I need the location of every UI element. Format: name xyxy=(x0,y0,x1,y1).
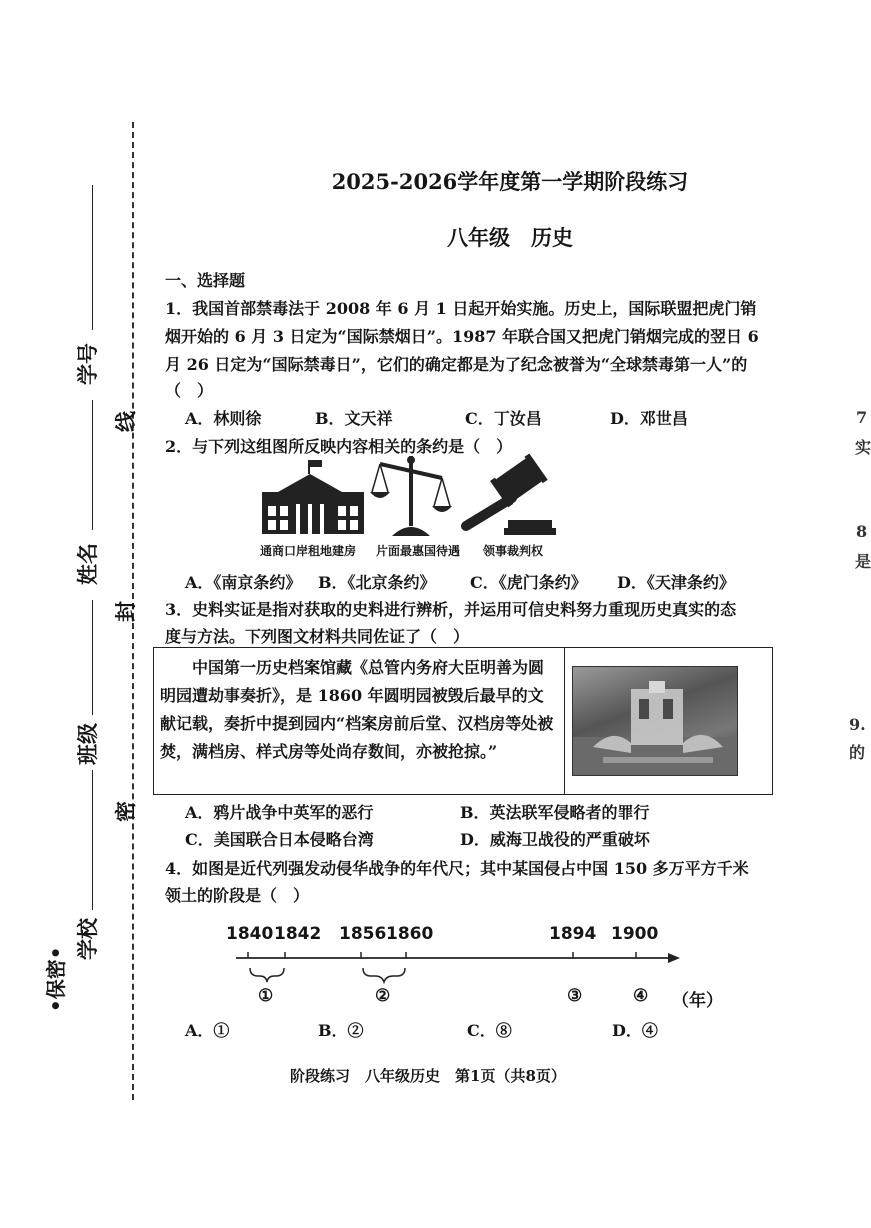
name-label: 姓名 xyxy=(75,543,100,585)
q2-option-a: A．《南京条约》 xyxy=(185,573,302,592)
q3-box-divider xyxy=(564,648,565,794)
page-subtitle: 八年级 历史 xyxy=(447,225,573,250)
timeline-year-1900: 1900 xyxy=(611,924,659,944)
timeline-unit: （年） xyxy=(672,991,723,1011)
q1-option-a: A．林则徐 xyxy=(185,409,262,428)
class-label: 班级 xyxy=(75,723,100,765)
page-title: 2025-2026学年度第一学期阶段练习 xyxy=(331,169,689,194)
seal-mi-label: 密 xyxy=(113,801,138,822)
edge-fragment-5: 9. xyxy=(849,715,866,734)
q1-option-d: D．邓世昌 xyxy=(610,409,688,428)
timeline-mark-4: ④ xyxy=(633,986,649,1006)
q3-line-2: 度与方法。下列图文材料共同佐证了（ ） xyxy=(165,627,470,646)
gavel-label: 领事裁判权 xyxy=(483,544,544,558)
school-label: 学校 xyxy=(75,918,100,960)
q3-option-d: D．威海卫战役的严重破坏 xyxy=(460,830,650,849)
timeline-year-1856: 1856 xyxy=(339,924,387,944)
student-id-blank xyxy=(92,185,93,330)
q3-option-c: C．美国联合日本侵略台湾 xyxy=(185,830,374,849)
q4-option-b: B．② xyxy=(318,1021,364,1040)
scales-label: 片面最惠国待遇 xyxy=(376,544,461,558)
q4-line-1: 4．如图是近代列强发动侵华战争的年代尺；其中某国侵占中国 150 多万平方千米 xyxy=(165,859,749,878)
timeline-year-1840: 1840 xyxy=(226,924,274,944)
q2-option-c: C．《虎门条约》 xyxy=(470,573,587,592)
q2-option-d: D．《天津条约》 xyxy=(617,573,735,592)
section-heading: 一、选择题 xyxy=(165,271,246,290)
seal-feng-label: 封 xyxy=(113,601,138,622)
q3-material-box xyxy=(153,647,773,795)
q1-option-c: C．丁汝昌 xyxy=(465,409,542,428)
q4-line-2: 领土的阶段是（ ） xyxy=(165,886,310,905)
edge-fragment-6: 的 xyxy=(849,743,866,762)
q1-line-4: （ ） xyxy=(165,381,214,400)
q1-line-3: 月 26 日定为“国际禁毒日”，它们的确定都是为了纪念被誉为“全球禁毒第一人”的 xyxy=(165,355,748,374)
school-blank xyxy=(92,770,93,910)
class-blank xyxy=(92,600,93,715)
timeline-axis xyxy=(228,948,688,988)
edge-fragment-2: 实 xyxy=(855,438,871,457)
q1-line-1: 1．我国首部禁毒法于 2008 年 6 月 1 日起开始实施。历史上，国际联盟把虎门销 xyxy=(165,299,757,318)
q1-option-b: B．文天祥 xyxy=(315,409,393,428)
seal-xian-label: 线 xyxy=(113,411,138,432)
student-id-label: 学号 xyxy=(75,343,100,385)
edge-fragment-3: 8 xyxy=(856,522,868,541)
q4-option-c: C．⑧ xyxy=(467,1021,512,1040)
page-footer: 阶段练习 八年级历史 第1页（共8页） xyxy=(290,1067,566,1085)
q3-material-text: 中国第一历史档案馆藏《总管内务府大臣明善为圆明园遭劫事奏折》，是 1860 年圆明园被毁后最早的文献记载，奏折中提到园内“档案房前后堂、汉档房等处被焚，满档房、样式房等处尚存数间，亦被抢掠。” xyxy=(160,658,554,761)
timeline-year-1842: 1842 xyxy=(274,924,322,944)
timeline-mark-2: ② xyxy=(375,986,391,1006)
q1-line-2: 烟开始的 6 月 3 日定为“国际禁烟日”。1987 年联合国又把虎门销烟完成的翌日 6 xyxy=(165,327,759,346)
q3-line-1: 3．史料实证是指对获取的史料进行辨析，并运用可信史料努力重现历史真实的态 xyxy=(165,600,737,619)
name-blank xyxy=(92,400,93,530)
timeline-year-1860: 1860 xyxy=(386,924,434,944)
gavel-icon xyxy=(460,458,556,536)
building-label: 通商口岸租地建房 xyxy=(260,544,357,558)
q2-option-b: B．《北京条约》 xyxy=(318,573,436,592)
q2-stem: 2．与下列这组图所反映内容相关的条约是（ ） xyxy=(165,437,513,456)
edge-fragment-1: 7 xyxy=(856,408,868,427)
q4-option-a: A．① xyxy=(185,1021,230,1040)
confidential-label: •保密• xyxy=(44,946,68,1012)
q3-option-b: B．英法联军侵略者的罪行 xyxy=(460,803,650,822)
q4-option-d: D．④ xyxy=(612,1021,658,1040)
timeline-mark-3: ③ xyxy=(567,986,583,1006)
yuanmingyuan-ruins-photo xyxy=(572,666,738,776)
building-icon xyxy=(258,460,368,538)
timeline-mark-1: ① xyxy=(258,986,274,1006)
timeline-year-1894: 1894 xyxy=(549,924,597,944)
q3-option-a: A．鸦片战争中英军的恶行 xyxy=(185,803,374,822)
scales-icon xyxy=(370,454,452,538)
edge-fragment-4: 是 xyxy=(855,552,871,571)
